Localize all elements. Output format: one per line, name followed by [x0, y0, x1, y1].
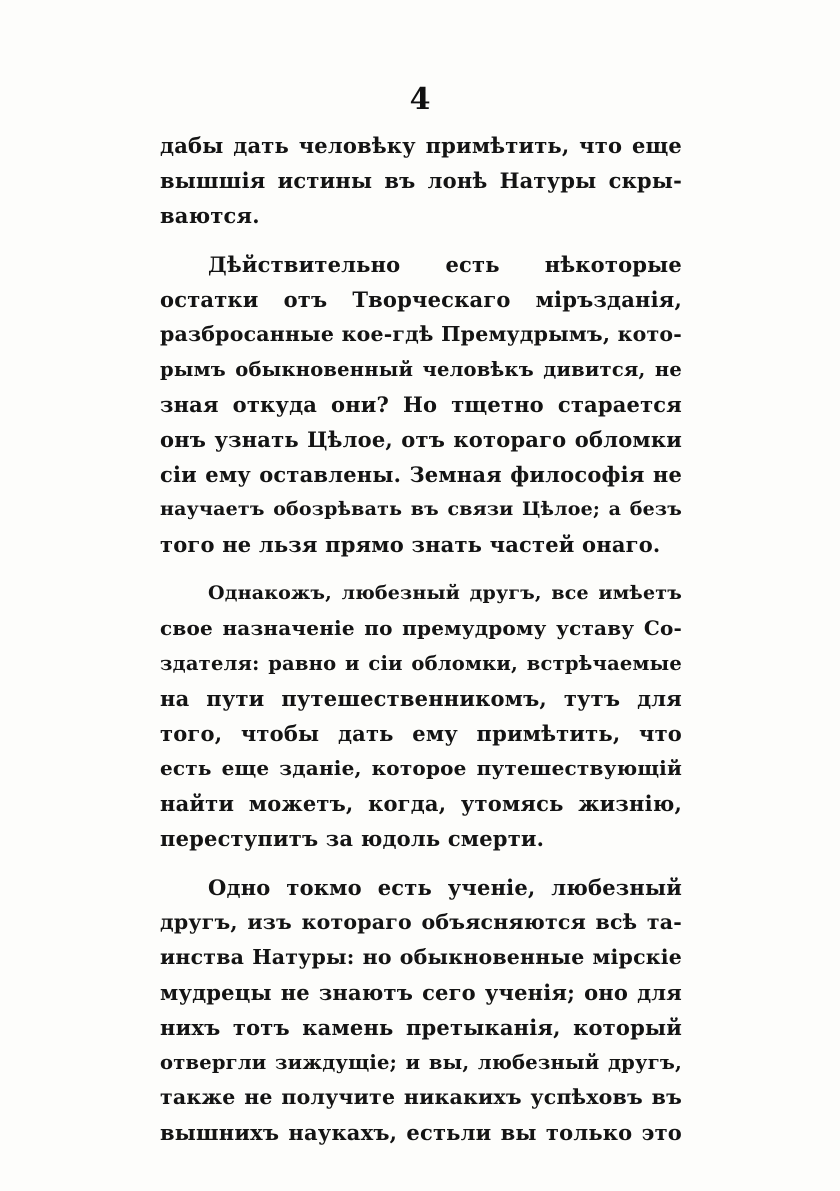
text-line: свое назначеніе по премудрому уставу Со- — [160, 616, 682, 640]
text-line: отвергли зиждущіе; и вы, любезный другъ, — [160, 1051, 682, 1074]
text-line: здателя: равно и сіи обломки, встрѣчаемые — [160, 652, 682, 675]
text-line: есть еще зданіе, которое путешествующій — [160, 756, 682, 780]
paragraph — [160, 576, 682, 856]
text-line: зная откуда они? Но тщетно старается — [160, 392, 682, 417]
text-line: того, чтобы дать ему примѣтить, что — [160, 721, 682, 746]
text-line: научаетъ обозрѣвать въ связи Цѣлое; а безъ — [160, 498, 682, 520]
text-line: вышнихъ наукахъ, естьли вы только это — [160, 1120, 682, 1145]
text-line: Дѣйствительно есть нѣкоторые — [208, 252, 682, 277]
text-line: на пути путешественникомъ, тутъ для — [160, 686, 682, 711]
text-line: дабы дать человѣку примѣтить, что еще — [160, 133, 682, 158]
text-line: вышшія истины въ лонѣ Натуры скры- — [160, 168, 682, 193]
text-line: рымъ обыкновенный человѣкъ дивится, не — [160, 358, 682, 381]
text-line: найти можетъ, когда, утомясь жизнію, — [160, 791, 682, 816]
text-line: ваются. — [160, 203, 260, 228]
text-line: сіи ему оставлены. Земная философія не — [160, 462, 682, 487]
body-text — [160, 128, 682, 1164]
page-number: 4 — [409, 82, 431, 117]
text-line: мудрецы не знаютъ сего ученія; оно для — [160, 980, 682, 1005]
text-line: разбросанные кое-гдѣ Премудрымъ, кото- — [160, 322, 682, 346]
text-line: того не льзя прямо знать частей онаго. — [160, 532, 661, 557]
text-line: переступитъ за юдоль смерти. — [160, 826, 545, 851]
paragraph — [160, 870, 682, 1150]
text-line: нихъ тотъ камень претыканія, который — [160, 1015, 682, 1040]
text-line: Однакожъ, любезный другъ, все имѣетъ — [208, 582, 682, 604]
text-line: также не получите никакихъ успѣховъ въ — [160, 1085, 682, 1109]
text-line: другъ, изъ котораго объясняются всѣ та- — [160, 910, 682, 934]
paragraph — [160, 247, 682, 562]
text-line: инства Натуры: но обыкновенные мірскіе — [160, 945, 682, 969]
text-line: остатки отъ Творческаго міръзданія, — [160, 287, 682, 312]
text-line: онъ узнать Цѣлое, отъ котораго обломки — [160, 427, 682, 452]
text-line: Одно токмо есть ученіе, любезный — [208, 875, 682, 900]
paragraph — [160, 128, 682, 233]
